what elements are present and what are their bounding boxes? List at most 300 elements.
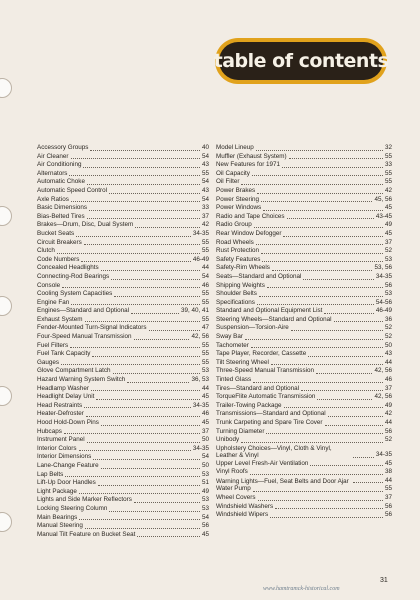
- entry-label: Tilt Steering Wheel: [216, 358, 269, 366]
- index-entry: [216, 376, 392, 385]
- page-number: 31: [380, 577, 388, 584]
- index-entry: [37, 385, 209, 394]
- entry-page: 40: [201, 144, 209, 151]
- entry-page: 50: [384, 341, 392, 349]
- dot-leader: [259, 296, 383, 297]
- entry-page: 34-35: [375, 451, 392, 458]
- entry-page: 44: [201, 264, 209, 272]
- dot-leader: [85, 528, 200, 529]
- entry-page: 43-45: [375, 212, 392, 220]
- entry-page: 53: [201, 496, 209, 504]
- entry-page: 46: [201, 281, 209, 289]
- index-entry: [216, 460, 392, 469]
- dot-leader: [241, 184, 383, 185]
- index-entry: [37, 256, 209, 265]
- entry-label: Windshield Wipers: [216, 511, 269, 519]
- entry-label: Shoulder Belts: [216, 290, 257, 298]
- dot-leader: [109, 511, 200, 512]
- dot-leader: [79, 450, 191, 451]
- entry-label: Transmissions—Standard and Optional: [216, 410, 326, 418]
- entry-label: Oil Capacity: [216, 169, 250, 177]
- entry-label: Standard and Optional Equipment List: [216, 307, 323, 315]
- dot-leader: [310, 465, 383, 466]
- dot-leader: [256, 244, 383, 245]
- index-entry: [37, 419, 209, 428]
- entry-page: 45: [201, 419, 209, 426]
- dot-leader: [70, 347, 200, 348]
- entry-page: 39, 40, 41: [180, 307, 209, 315]
- index-entry: [216, 468, 392, 477]
- entry-label: Specifications: [216, 298, 255, 306]
- index-entry: [37, 479, 209, 488]
- entry-page: 34-35: [192, 229, 209, 237]
- entry-label: Lift-Up Door Handles: [37, 479, 96, 487]
- entry-label: Axle Ratios: [37, 195, 69, 203]
- entry-label: Instrument Panel: [37, 436, 85, 444]
- index-entry: [37, 264, 209, 273]
- entry-label: Hubcaps: [37, 427, 62, 435]
- entry-label: Muffler (Exhaust System): [216, 152, 287, 160]
- index-entry: [216, 410, 392, 419]
- entry-page: 49: [384, 221, 392, 229]
- dot-leader: [87, 184, 200, 185]
- index-entry: [216, 385, 392, 394]
- dot-leader: [267, 287, 383, 288]
- index-entry: [216, 153, 392, 162]
- index-entry: [37, 299, 209, 308]
- index-entry: [216, 445, 392, 460]
- dot-leader: [257, 304, 374, 305]
- entry-page: 56: [201, 522, 209, 530]
- index-entry: [216, 477, 392, 486]
- index-entry: [216, 393, 392, 402]
- dot-leader: [101, 425, 200, 426]
- index-entry: [37, 514, 209, 523]
- entry-label: Exhaust System: [37, 315, 83, 323]
- entry-page: 46-49: [375, 307, 392, 315]
- index-entry: [37, 161, 209, 170]
- index-entry: [37, 436, 209, 445]
- entry-page: 33: [201, 204, 209, 212]
- dot-leader: [282, 167, 383, 168]
- entry-label: Upholstery Choices—Vinyl, Cloth & Vinyl, Leather & Vinyl: [216, 444, 332, 460]
- entry-page: 45: [201, 393, 209, 401]
- entry-page: 32: [384, 144, 392, 151]
- entry-page: 55: [201, 238, 209, 246]
- dot-leader: [328, 416, 383, 417]
- index-entry: [216, 485, 392, 494]
- entry-page: 42: [201, 221, 209, 229]
- index-entry: [216, 367, 392, 376]
- entry-label: Warning Lights—Fuel, Seat Belts and Door Ajar: [216, 477, 349, 485]
- index-entry: [37, 239, 209, 248]
- index-entry: [216, 428, 392, 437]
- dot-leader: [254, 227, 383, 228]
- binder-hole: [0, 386, 12, 406]
- entry-label: Lights and Side Marker Reflectors: [37, 496, 132, 504]
- entry-label: Four-Speed Manual Transmission: [37, 333, 132, 341]
- entry-page: 37: [201, 427, 209, 435]
- entry-label: Clutch: [37, 247, 55, 255]
- entry-label: Circuit Breakers: [37, 238, 82, 246]
- dot-leader: [111, 279, 200, 280]
- index-entry: [216, 273, 392, 282]
- index-entry: [37, 445, 209, 454]
- index-entry: [37, 393, 209, 402]
- index-entry: [37, 531, 209, 540]
- entry-label: Model Lineup: [216, 144, 254, 151]
- entry-label: TorqueFlite Automatic Transmission: [216, 393, 316, 401]
- entry-page: 46: [201, 410, 209, 418]
- index-entry: [37, 359, 209, 368]
- entry-label: Shipping Weights: [216, 281, 265, 289]
- entry-label: Power Brakes: [216, 186, 256, 194]
- entry-page: 56: [384, 281, 392, 289]
- index-entry: [216, 503, 392, 512]
- index-entry: [37, 333, 209, 342]
- dot-leader: [250, 474, 383, 475]
- dot-leader: [241, 442, 383, 443]
- entry-label: Manual Tilt Feature on Bucket Seat: [37, 530, 136, 538]
- entry-label: Sway Bar: [216, 333, 243, 341]
- entry-page: 43: [201, 186, 209, 194]
- entry-label: Bucket Seats: [37, 229, 75, 237]
- entry-page: 53: [201, 367, 209, 375]
- index-entry: [37, 170, 209, 179]
- dot-leader: [134, 502, 200, 503]
- entry-page: 51: [201, 479, 209, 487]
- entry-page: 37: [384, 384, 392, 392]
- index-entry: [216, 419, 392, 428]
- index-entry: [37, 376, 209, 385]
- entry-label: Head Restraints: [37, 401, 83, 409]
- entry-page: 54: [201, 152, 209, 160]
- entry-label: Radio Group: [216, 221, 252, 229]
- dot-leader: [71, 201, 200, 202]
- index-entry: [37, 221, 209, 230]
- entry-page: 42, 56: [374, 367, 392, 375]
- entry-label: Bias-Belted Tires: [37, 212, 85, 220]
- dot-leader: [76, 236, 191, 237]
- entry-label: Heater-Defroster: [37, 410, 84, 418]
- index-entry: [37, 290, 209, 299]
- entry-page: 56: [384, 502, 392, 510]
- entry-page: 50: [201, 436, 209, 444]
- entry-label: Rear Window Defogger: [216, 229, 282, 237]
- entry-label: Oil Filter: [216, 178, 240, 186]
- dot-leader: [252, 175, 383, 176]
- entry-label: Gauges: [37, 358, 60, 366]
- entry-page: 53: [384, 255, 392, 263]
- entry-page: 55: [201, 341, 209, 349]
- dot-leader: [287, 218, 374, 219]
- entry-page: 37: [384, 238, 392, 246]
- dot-leader: [101, 468, 200, 469]
- index-entry: [37, 453, 209, 462]
- watermark: www.hamtramck-historical.com: [263, 586, 340, 592]
- dot-leader: [65, 476, 200, 477]
- entry-label: Air Conditioning: [37, 161, 82, 169]
- dot-leader: [256, 150, 383, 151]
- entry-label: Three-Speed Manual Transmission: [216, 367, 314, 375]
- dot-leader: [334, 321, 383, 322]
- dot-leader: [275, 508, 383, 509]
- dot-leader: [291, 330, 383, 331]
- index-entry: [216, 359, 392, 368]
- index-entry: [37, 153, 209, 162]
- entry-page: 34-35: [192, 401, 209, 409]
- index-column-right: [216, 144, 392, 520]
- index-entry: [216, 247, 392, 256]
- dot-leader: [261, 253, 383, 254]
- entry-page: 46: [384, 376, 392, 384]
- dot-leader: [61, 364, 200, 365]
- dot-leader: [353, 457, 374, 458]
- entry-page: 42: [384, 410, 392, 418]
- entry-label: Interior Dimensions: [37, 453, 92, 461]
- index-entry: [216, 511, 392, 520]
- entry-label: Upper Level Fresh-Air Ventilation: [216, 459, 309, 467]
- entry-label: Vinyl Roofs: [216, 468, 248, 476]
- binder-hole: [0, 512, 12, 532]
- entry-label: Wheel Covers: [216, 493, 256, 501]
- dot-leader: [272, 270, 373, 271]
- dot-leader: [127, 382, 189, 383]
- entry-page: 56: [384, 511, 392, 519]
- dot-leader: [91, 390, 200, 391]
- entry-label: Fender-Mounted Turn-Signal Indicators: [37, 324, 147, 332]
- index-entry: [216, 213, 392, 222]
- dot-leader: [316, 373, 372, 374]
- dot-leader: [257, 193, 383, 194]
- dot-leader: [62, 287, 200, 288]
- index-entry: [216, 342, 392, 351]
- dot-leader: [253, 491, 383, 492]
- index-entry: [216, 204, 392, 213]
- entry-page: 54: [201, 195, 209, 203]
- dot-leader: [308, 356, 383, 357]
- entry-page: 45: [384, 204, 392, 212]
- entry-label: Automatic Speed Control: [37, 186, 108, 194]
- index-entry: [216, 170, 392, 179]
- entry-label: Interior Colors: [37, 444, 77, 452]
- dot-leader: [135, 227, 200, 228]
- entry-label: Unibody: [216, 436, 240, 444]
- entry-label: Steering Wheels—Standard and Optional: [216, 315, 332, 323]
- index-entry: [216, 316, 392, 325]
- dot-leader: [266, 433, 383, 434]
- dot-leader: [317, 399, 372, 400]
- dot-leader: [283, 236, 383, 237]
- entry-page: 34-35: [375, 272, 392, 280]
- entry-label: Road Wheels: [216, 238, 254, 246]
- index-column-left: [37, 144, 209, 539]
- entry-label: Lap Belts: [37, 470, 64, 478]
- index-entry: [37, 505, 209, 514]
- index-entry: [37, 316, 209, 325]
- entry-label: Basic Dimensions: [37, 204, 88, 212]
- entry-page: 34-35: [192, 444, 209, 452]
- entry-label: Fuel Tank Capacity: [37, 350, 91, 358]
- index-entry: [216, 350, 392, 359]
- index-entry: [216, 239, 392, 248]
- page-title: table of contents: [213, 50, 389, 72]
- entry-label: Tachometer: [216, 341, 249, 349]
- entry-page: 55: [201, 290, 209, 298]
- dot-leader: [262, 261, 383, 262]
- entry-label: Manual Steering: [37, 522, 83, 530]
- dot-leader: [79, 493, 200, 494]
- entry-label: Concealed Headlights: [37, 264, 99, 272]
- entry-page: 52: [384, 247, 392, 255]
- entry-page: 43: [384, 350, 392, 358]
- index-entry: [216, 402, 392, 411]
- entry-label: Headlamp Washer: [37, 384, 89, 392]
- dot-leader: [134, 339, 190, 340]
- entry-label: Engine Fan: [37, 298, 70, 306]
- dot-leader: [131, 313, 179, 314]
- index-entry: [37, 402, 209, 411]
- entry-page: 44: [384, 476, 392, 484]
- entry-label: Radio and Tape Choices: [216, 212, 285, 220]
- index-entry: [37, 324, 209, 333]
- entry-label: Trailer-Towing Package: [216, 401, 282, 409]
- entry-page: 50: [201, 461, 209, 469]
- entry-label: New Features for 1971: [216, 161, 281, 169]
- binder-hole: [0, 78, 12, 98]
- dot-leader: [69, 175, 200, 176]
- index-entry: [37, 187, 209, 196]
- dot-leader: [325, 425, 383, 426]
- entry-page: 55: [201, 315, 209, 323]
- dot-leader: [324, 313, 373, 314]
- entry-page: 37: [384, 493, 392, 501]
- dot-leader: [284, 407, 383, 408]
- dot-leader: [261, 201, 372, 202]
- entry-label: Hazard Warning System Switch: [37, 376, 126, 384]
- entry-page: 47: [201, 324, 209, 332]
- index-entry: [216, 161, 392, 170]
- index-entry: [37, 230, 209, 239]
- index-entry: [216, 196, 392, 205]
- entry-page: 45: [384, 229, 392, 237]
- entry-page: 54: [201, 178, 209, 186]
- entry-label: Connecting-Rod Bearings: [37, 272, 110, 280]
- entry-label: Automatic Choke: [37, 178, 85, 186]
- entry-page: 53: [384, 290, 392, 298]
- dot-leader: [289, 158, 383, 159]
- dot-leader: [86, 416, 200, 417]
- entry-label: Headlight Delay Unit: [37, 393, 95, 401]
- entry-page: 52: [384, 324, 392, 332]
- index-entry: [37, 204, 209, 213]
- entry-label: Safety Features: [216, 255, 261, 263]
- dot-leader: [270, 517, 383, 518]
- title-badge-inner: [213, 42, 389, 80]
- entry-label: Trunk Carpeting and Spare Tire Cover: [216, 419, 323, 426]
- entry-label: Turning Diameter: [216, 427, 265, 435]
- dot-leader: [92, 356, 200, 357]
- dot-leader: [263, 210, 383, 211]
- dot-leader: [71, 158, 200, 159]
- entry-page: 37: [201, 212, 209, 220]
- entry-label: Accessory Groups: [37, 144, 89, 151]
- entry-page: 55: [201, 358, 209, 366]
- entry-label: Hood Hold-Down Pins: [37, 419, 99, 426]
- entry-page: 54: [201, 272, 209, 280]
- index-entry: [216, 333, 392, 342]
- dot-leader: [71, 304, 200, 305]
- dot-leader: [89, 210, 200, 211]
- dot-leader: [114, 296, 200, 297]
- entry-page: 53, 56: [374, 264, 392, 272]
- entry-page: 53: [201, 470, 209, 478]
- entry-page: 55: [384, 485, 392, 493]
- entry-page: 49: [201, 487, 209, 495]
- dot-leader: [271, 364, 383, 365]
- index-entry: [37, 273, 209, 282]
- entry-label: Suspension—Torsion-Aire: [216, 324, 289, 332]
- dot-leader: [101, 270, 200, 271]
- index-entry: [216, 324, 392, 333]
- entry-page: 42, 56: [374, 393, 392, 401]
- index-entry: [37, 247, 209, 256]
- dot-leader: [81, 261, 191, 262]
- dot-leader: [137, 536, 200, 537]
- entry-page: 38: [384, 468, 392, 476]
- entry-page: 49: [384, 401, 392, 409]
- index-entry: [37, 367, 209, 376]
- entry-page: 55: [201, 298, 209, 306]
- index-entry: [37, 471, 209, 480]
- dot-leader: [90, 150, 200, 151]
- entry-page: 55: [201, 247, 209, 255]
- dot-leader: [83, 167, 200, 168]
- dot-leader: [93, 459, 200, 460]
- entry-page: 54: [201, 453, 209, 461]
- entry-page: 36: [384, 315, 392, 323]
- binder-hole: [0, 296, 12, 316]
- entry-label: Fuel Filters: [37, 341, 69, 349]
- dot-leader: [84, 407, 191, 408]
- index-entry: [37, 282, 209, 291]
- entry-page: 44: [384, 419, 392, 426]
- entry-label: Alternators: [37, 169, 68, 177]
- index-entry: [37, 196, 209, 205]
- title-badge: [215, 38, 387, 84]
- entry-label: Seats—Standard and Optional: [216, 272, 302, 280]
- entry-page: 55: [384, 169, 392, 177]
- index-entry: [37, 307, 209, 316]
- entry-page: 45: [201, 530, 209, 538]
- dot-leader: [87, 442, 200, 443]
- entry-label: Locking Steering Column: [37, 504, 108, 512]
- entry-page: 42: [384, 186, 392, 194]
- entry-label: Cooling System Capacities: [37, 290, 113, 298]
- index-entry: [37, 462, 209, 471]
- binder-hole: [0, 206, 12, 226]
- dot-leader: [85, 321, 200, 322]
- entry-label: Code Numbers: [37, 255, 80, 263]
- entry-label: Air Cleaner: [37, 152, 69, 160]
- index-entry: [37, 213, 209, 222]
- entry-page: 42, 56: [191, 333, 209, 341]
- entry-label: Main Bearings: [37, 513, 78, 521]
- entry-label: Windshield Washers: [216, 502, 274, 510]
- entry-label: Tinted Glass: [216, 376, 252, 384]
- entry-page: 55: [201, 169, 209, 177]
- dot-leader: [64, 433, 200, 434]
